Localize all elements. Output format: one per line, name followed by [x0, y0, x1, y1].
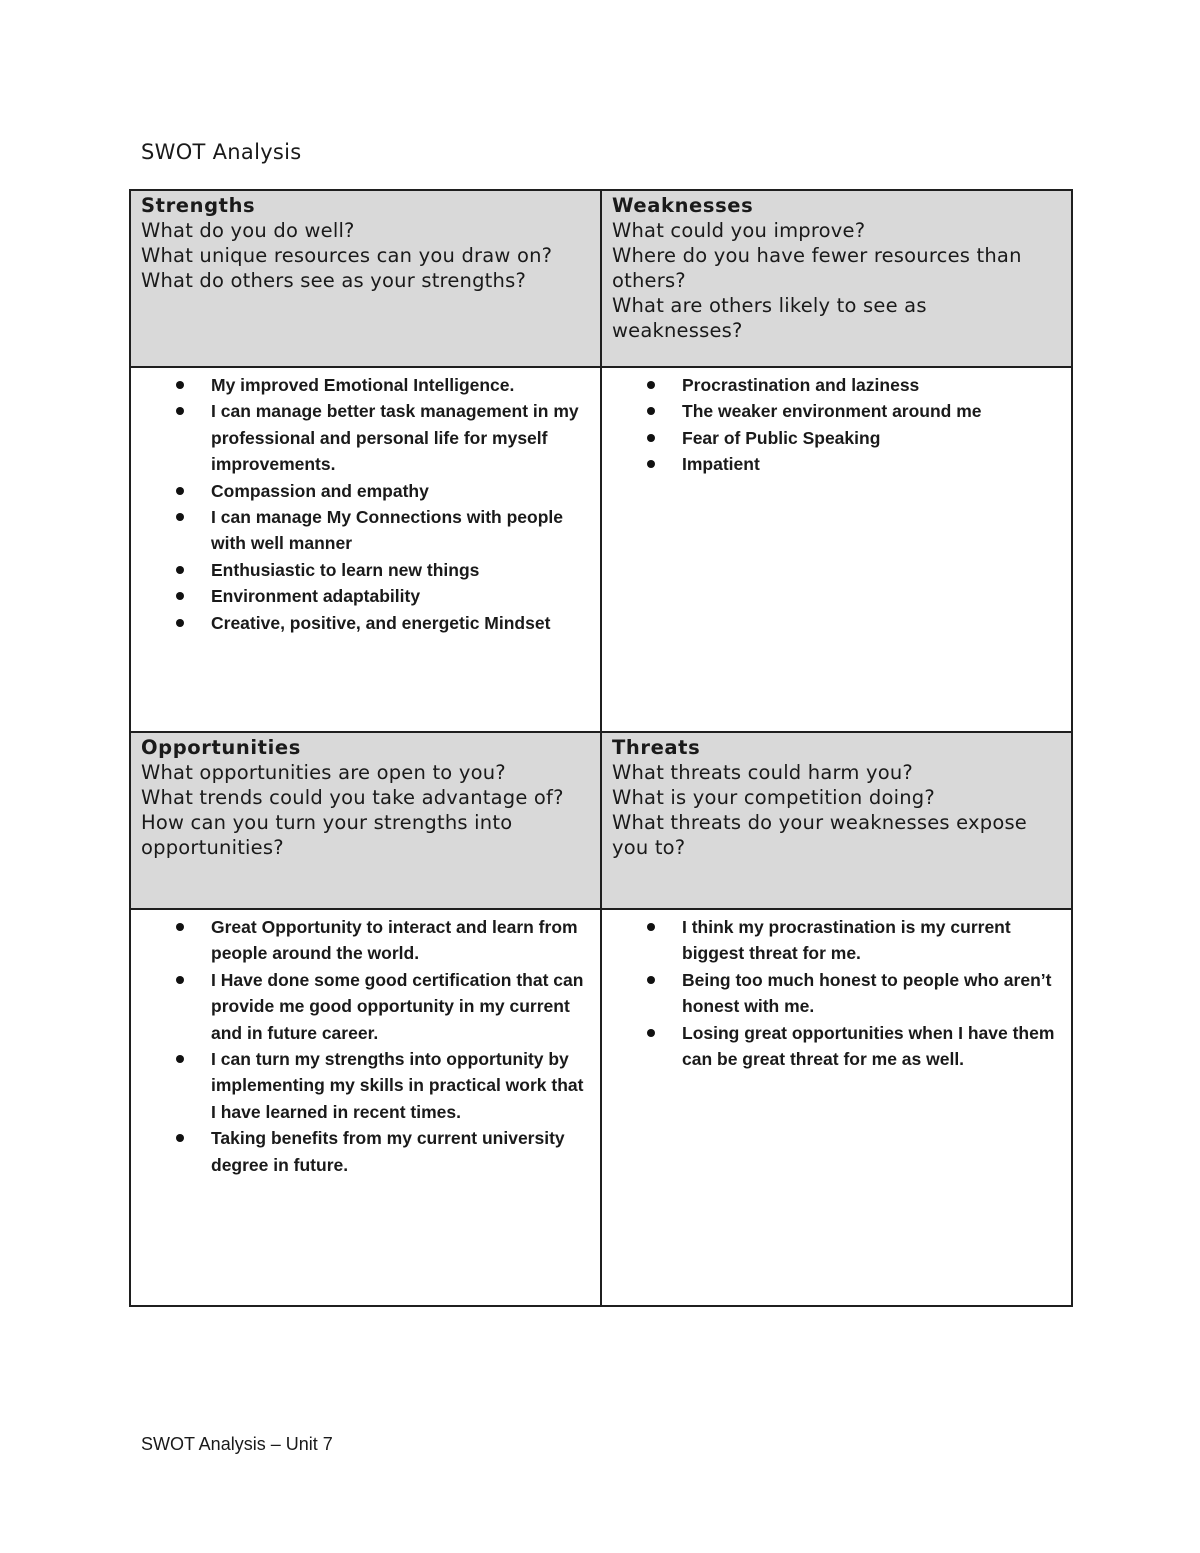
bullet-icon: [647, 381, 655, 389]
prompt-row-bottom: [130, 732, 1072, 909]
threats-heading: Threats: [612, 736, 701, 759]
strengths-list: [131, 368, 600, 636]
bullet-icon: [176, 923, 184, 931]
strengths-question: What unique resources can you draw on?: [141, 244, 553, 267]
weaknesses-question: What are others likely to see as weaknesses?: [612, 294, 927, 342]
list-item: [211, 372, 592, 398]
list-item: [211, 1046, 592, 1125]
list-item: [211, 398, 592, 477]
strength-item-text: Compassion and empathy: [211, 480, 429, 501]
bullet-icon: [176, 1055, 184, 1063]
strengths-prompt-cell: [130, 190, 601, 367]
opportunities-question: What opportunities are open to you?: [141, 761, 506, 784]
list-item: [682, 425, 1063, 451]
strength-item-text: My improved Emotional Intelligence.: [211, 375, 515, 395]
weaknesses-prompt-cell: [601, 190, 1072, 367]
bullet-icon: [647, 1029, 655, 1037]
weakness-item-text: Impatient: [682, 454, 760, 475]
opportunity-item-text: Taking benefits from my current university degree in future.: [211, 1128, 565, 1175]
weakness-item-text: Procrastination and laziness: [682, 375, 920, 395]
bullet-icon: [176, 513, 184, 521]
strength-item-text: Environment adaptability: [211, 586, 421, 607]
weaknesses-list: [602, 368, 1071, 478]
strength-item-text: Enthusiastic to learn new things: [211, 559, 480, 580]
opportunities-heading: Opportunities: [141, 736, 301, 759]
list-item: [211, 1125, 592, 1178]
opportunities-question: What trends could you take advantage of?: [141, 786, 564, 809]
list-item: [682, 914, 1063, 967]
bullet-icon: [647, 460, 655, 468]
list-item: [682, 398, 1063, 424]
threat-item-text: I think my procrastination is my current biggest threat for me.: [682, 917, 1011, 964]
threats-prompt-cell: [601, 732, 1072, 909]
list-item: [211, 557, 592, 583]
bullet-icon: [176, 619, 184, 627]
strengths-heading: Strengths: [141, 194, 256, 217]
list-item: [211, 610, 592, 636]
weaknesses-answer-cell: [601, 367, 1072, 732]
list-item: [211, 914, 592, 967]
bullet-icon: [176, 1134, 184, 1142]
bullet-icon: [176, 566, 184, 574]
answer-row-top: [130, 367, 1072, 732]
threat-item-text: Losing great opportunities when I have them can be great threat for me as well.: [682, 1022, 1055, 1070]
page-footer: SWOT Analysis – Unit 7: [141, 1434, 333, 1454]
opportunity-item-text: I can turn my strengths into opportunity by implementing my skills in practical work that I have learned in recent times.: [211, 1049, 584, 1122]
list-item: [682, 372, 1063, 398]
threats-answer-cell: [601, 909, 1072, 1306]
list-item: [211, 504, 592, 557]
list-item: [682, 451, 1063, 477]
weaknesses-question: Where do you have fewer resources than others?: [612, 244, 1022, 292]
weakness-item-text: The weaker environment around me: [682, 401, 982, 422]
list-item: [211, 583, 592, 609]
threats-list: [602, 910, 1071, 1072]
threats-question: What threats do your weaknesses expose you to?: [612, 811, 1028, 859]
bullet-icon: [176, 976, 184, 984]
threats-question: What threats could harm you?: [612, 761, 913, 784]
weaknesses-question: What could you improve?: [612, 219, 866, 242]
opportunities-answer-cell: [130, 909, 601, 1306]
opportunity-item-text: I Have done some good certification that can provide me good opportunity in my current and in future career.: [211, 969, 584, 1043]
list-item: [682, 1020, 1063, 1073]
strength-item-text: I can manage My Connections with people with well manner: [211, 507, 563, 554]
list-item: [211, 478, 592, 504]
list-item: [682, 967, 1063, 1020]
list-item: [211, 967, 592, 1046]
weaknesses-heading: Weaknesses: [612, 194, 754, 217]
bullet-icon: [647, 923, 655, 931]
opportunities-question: How can you turn your strengths into opportunities?: [141, 811, 513, 859]
swot-table: [129, 189, 1073, 1307]
bullet-icon: [647, 976, 655, 984]
opportunities-prompt-cell: [130, 732, 601, 909]
threat-item-text: Being too much honest to people who aren’t honest with me.: [682, 969, 1052, 1017]
opportunity-item-text: Great Opportunity to interact and learn from people around the world.: [211, 917, 578, 964]
bullet-icon: [176, 592, 184, 600]
strengths-question: What do others see as your strengths?: [141, 269, 526, 292]
threats-question: What is your competition doing?: [612, 786, 935, 809]
opportunities-list: [131, 910, 600, 1178]
strength-item-text: Creative, positive, and energetic Mindset: [211, 612, 551, 633]
weakness-item-text: Fear of Public Speaking: [682, 427, 881, 448]
bullet-icon: [647, 434, 655, 442]
strengths-answer-cell: [130, 367, 601, 732]
prompt-row-top: [130, 190, 1072, 367]
bullet-icon: [176, 487, 184, 495]
document-title: SWOT Analysis: [141, 140, 302, 164]
strength-item-text: I can manage better task management in my professional and personal life for myself improvements.: [211, 401, 579, 475]
strengths-question: What do you do well?: [141, 219, 355, 242]
bullet-icon: [647, 407, 655, 415]
bullet-icon: [176, 407, 184, 415]
answer-row-bottom: [130, 909, 1072, 1306]
bullet-icon: [176, 381, 184, 389]
